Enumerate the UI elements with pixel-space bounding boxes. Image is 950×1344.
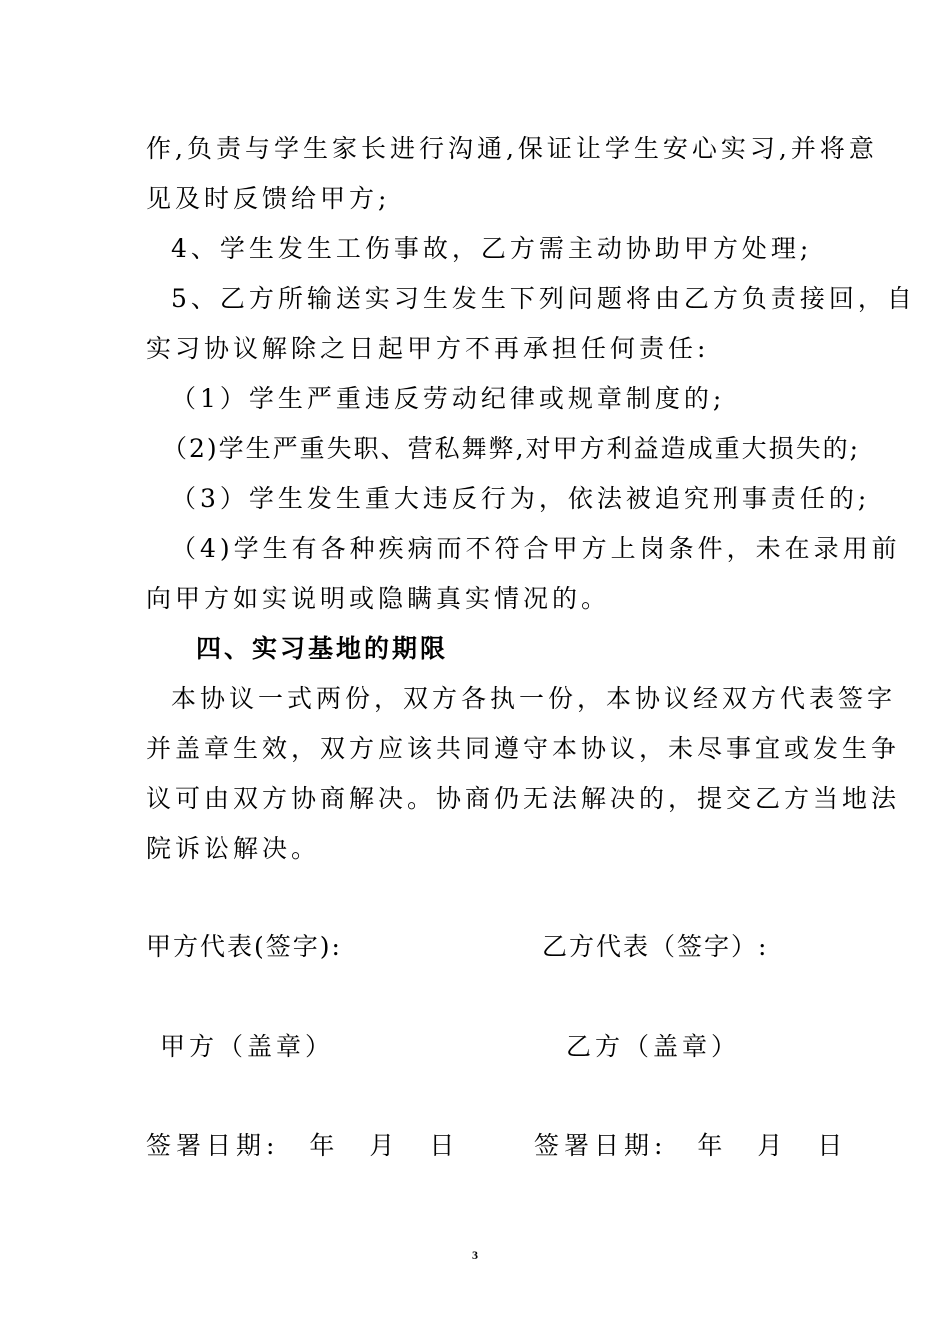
body-line-6: （1）学生严重违反劳动纪律或规章制度的; xyxy=(171,384,726,413)
body-line-10: 向甲方如实说明或隐瞒真实情况的。 xyxy=(146,584,611,613)
party-b-seal-label: 乙方（盖章） xyxy=(566,1032,741,1061)
body-line-7: （2)学生严重失职、营私舞弊,对甲方利益造成重大损失的; xyxy=(162,434,861,463)
closing-line-2: 并盖章生效，双方应该共同遵守本协议，未尽事宜或发生争 xyxy=(146,734,901,763)
closing-line-3: 议可由双方协商解决。协商仍无法解决的，提交乙方当地法 xyxy=(146,784,901,813)
body-line-8: （3）学生发生重大违反行为，依法被追究刑事责任的; xyxy=(171,484,871,513)
closing-line-1: 本协议一式两份，双方各执一份，本协议经双方代表签字 xyxy=(171,684,897,713)
body-line-3: 4、学生发生工伤事故，乙方需主动协助甲方处理; xyxy=(171,234,813,263)
party-b-date-label: 签署日期: 年 月 日 xyxy=(534,1131,848,1160)
party-a-seal-label: 甲方（盖章） xyxy=(160,1032,335,1061)
body-line-5: 实习协议解除之日起甲方不再承担任何责任: xyxy=(146,334,710,363)
party-b-representative-label: 乙方代表（签字）: xyxy=(542,932,769,961)
section-heading: 四、实习基地的期限 xyxy=(196,634,449,663)
closing-line-4: 院诉讼解决。 xyxy=(146,834,321,863)
body-line-4: 5、乙方所输送实习生发生下列问题将由乙方负责接回，自 xyxy=(171,284,916,313)
body-line-9: （4)学生有各种疾病而不符合甲方上岗条件，未在录用前 xyxy=(171,534,901,563)
party-a-representative-label: 甲方代表(签字): xyxy=(146,932,342,961)
page-number: 3 xyxy=(472,1248,478,1262)
party-a-date-label: 签署日期: 年 月 日 xyxy=(146,1131,460,1160)
body-line-2: 见及时反馈给甲方; xyxy=(146,184,391,213)
body-line-1: 作,负责与学生家长进行沟通,保证让学生安心实习,并将意 xyxy=(146,134,878,163)
